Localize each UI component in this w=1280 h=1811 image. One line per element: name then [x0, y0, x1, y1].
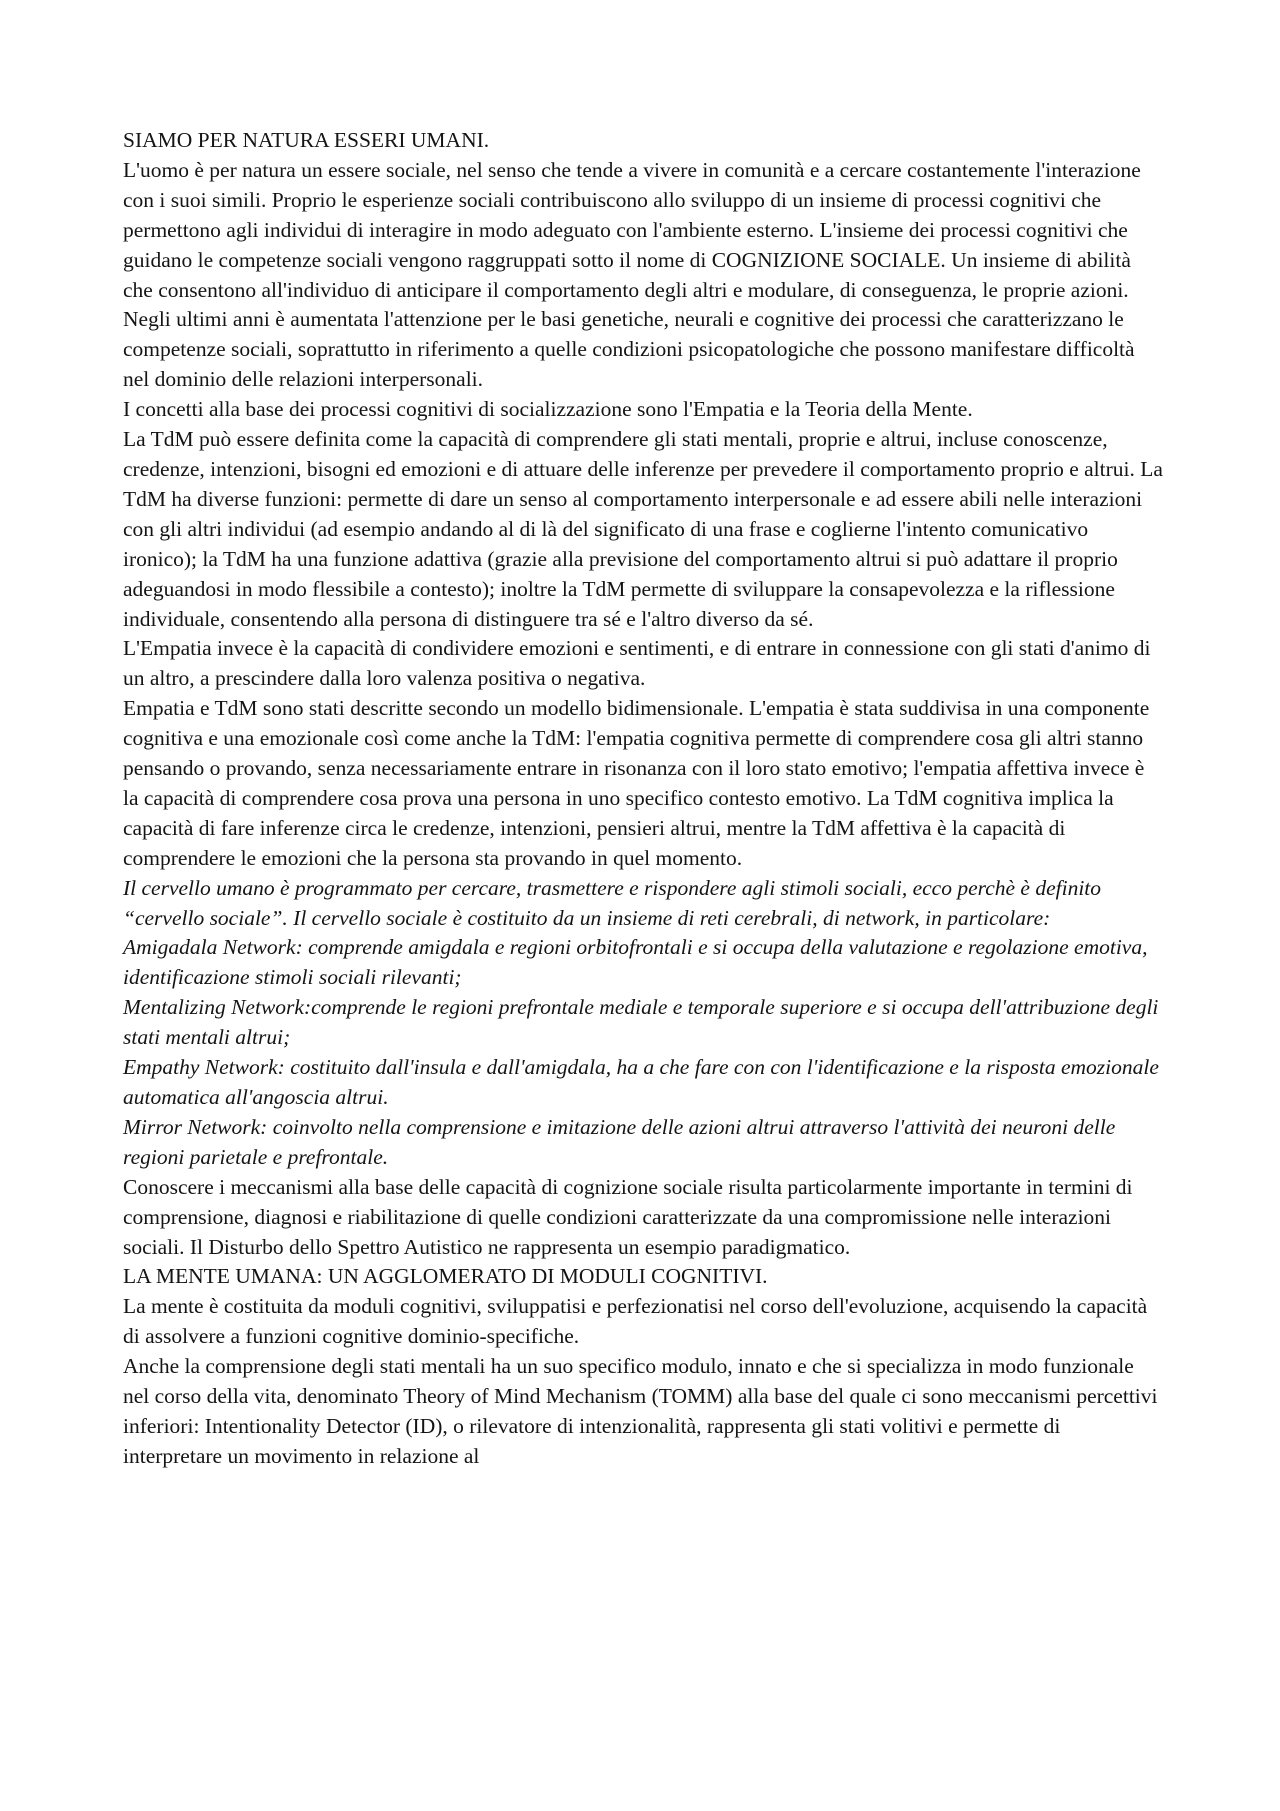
paragraph-concetti-base: I concetti alla base dei processi cognitivi di socializzazione sono l'Empatia e la Teoria della Mente.: [123, 397, 973, 422]
paragraph-basi-genetiche: Negli ultimi anni è aumentata l'attenzione per le basi genetiche, neurali e cognitive dei processi che caratterizzano le competenze sociali, soprattutto in riferimento a quelle condizioni psicopatologiche che possono manifestare difficoltà nel dominio delle relazioni interpersonali.: [123, 307, 1135, 392]
paragraph-mirror-network: Mirror Network: coinvolto nella comprensione e imitazione delle azioni altrui attraverso l'attività dei neuroni delle regioni parietale e prefrontale.: [123, 1114, 1116, 1169]
paragraph-moduli-cognitivi: La mente è costituita da moduli cognitivi, sviluppatisi e perfezionatisi nel corso dell'evoluzione, acquisendo la capacità di assolvere a funzioni cognitive dominio-specifiche.: [123, 1294, 1148, 1349]
paragraph-tomm: Anche la comprensione degli stati mentali ha un suo specifico modulo, innato e che si specializza in modo funzionale nel corso della vita, denominato Theory of Mind Mechanism (TOMM) alla base del quale ci sono meccanismi percettivi inferiori: Intentionality Detector (ID), o rilevatore di intenzionalità, rappresenta gli stati volitivi e permette di interpretare un movimento in relazione al: [123, 1354, 1158, 1468]
document-body: [123, 126, 1163, 1472]
paragraph-modello-bidimensionale: Empatia e TdM sono stati descritte secondo un modello bidimensionale. L'empatia è stata suddivisa in una componente cognitiva e una emozionale così come anche la TdM: l'empatia cognitiva permette di comprendere cosa gli altri stanno pensando o provando, senza necessariamente entrare in risonanza con il loro stato emotivo; l'empatia affettiva invece è la capacità di comprendere cosa prova una persona in uno specifico contesto emotivo. La TdM cognitiva implica la capacità di fare inferenze circa le credenze, intenzioni, pensieri altrui, mentre la TdM affettiva è la capacità di comprendere le emozioni che la persona sta provando in quel momento.: [123, 696, 1150, 870]
paragraph-tdm-definizione: La TdM può essere definita come la capacità di comprendere gli stati mentali, proprie e altrui, incluse conoscenze, credenze, intenzioni, bisogni ed emozioni e di attuare delle inferenze per prevedere il comportamento proprio e altrui. La TdM ha diverse funzioni: permette di dare un senso al comportamento interpersonale e ad essere abili nelle interazioni con gli altri individui (ad esempio andando al di là del significato di una frase e coglierne l'intento comunicativo ironico); la TdM ha una funzione adattiva (grazie alla previsione del comportamento altrui si può adattare il proprio adeguandosi in modo flessibile a contesto); inoltre la TdM permette di sviluppare la consapevolezza e la riflessione individuale, consentendo alla persona di distinguere tra sé e l'altro diverso da sé.: [123, 427, 1163, 631]
heading-mente-umana: LA MENTE UMANA: UN AGGLOMERATO DI MODULI COGNITIVI.: [123, 1264, 768, 1289]
paragraph-mentalizing-network: Mentalizing Network:comprende le regioni prefrontale mediale e temporale superiore e si occupa dell'attribuzione degli stati mentali altrui;: [123, 995, 1159, 1050]
paragraph-amigdala-network: Amigadala Network: comprende amigdala e regioni orbitofrontali e si occupa della valutazione e regolazione emotiva, identificazione stimoli sociali rilevanti;: [123, 935, 1148, 990]
heading-siamo-per-natura: SIAMO PER NATURA ESSERI UMANI.: [123, 128, 490, 152]
paragraph-meccanismi-cognizione: Conoscere i meccanismi alla base delle capacità di cognizione sociale risulta particolarmente importante in termini di comprensione, diagnosi e riabilitazione di quelle condizioni caratterizzate da una compromissione nelle interazioni sociali. Il Disturbo dello Spettro Autistico ne rappresenta un esempio paradigmatico.: [123, 1174, 1133, 1259]
paragraph-empatia-definizione: L'Empatia invece è la capacità di condividere emozioni e sentimenti, e di entrare in connessione con gli stati d'animo di un altro, a prescindere dalla loro valenza positiva o negativa.: [123, 636, 1151, 691]
paragraph-empathy-network: Empathy Network: costituito dall'insula e dall'amigdala, ha a che fare con con l'identificazione e la risposta emozionale automatica all'angoscia altrui.: [123, 1055, 1159, 1109]
paragraph-cervello-sociale: Il cervello umano è programmato per cercare, trasmettere e rispondere agli stimoli sociali, ecco perchè è definito “cervello sociale”. Il cervello sociale è costituito da un insieme di reti cerebrali, di network, in particolare:: [123, 875, 1102, 930]
paragraph-uomo-essere-sociale: L'uomo è per natura un essere sociale, nel senso che tende a vivere in comunità e a cercare costantemente l'interazione con i suoi simili. Proprio le esperienze sociali contribuiscono allo sviluppo di un insieme di processi cognitivi che permettono agli individui di interagire in modo adeguato con l'ambiente esterno. L'insieme dei processi cognitivi che guidano le competenze sociali vengono raggruppati sotto il nome di COGNIZIONE SOCIALE. Un insieme di abilità che consentono all'individuo di anticipare il comportamento degli altri e modulare, di conseguenza, le proprie azioni.: [123, 157, 1141, 302]
